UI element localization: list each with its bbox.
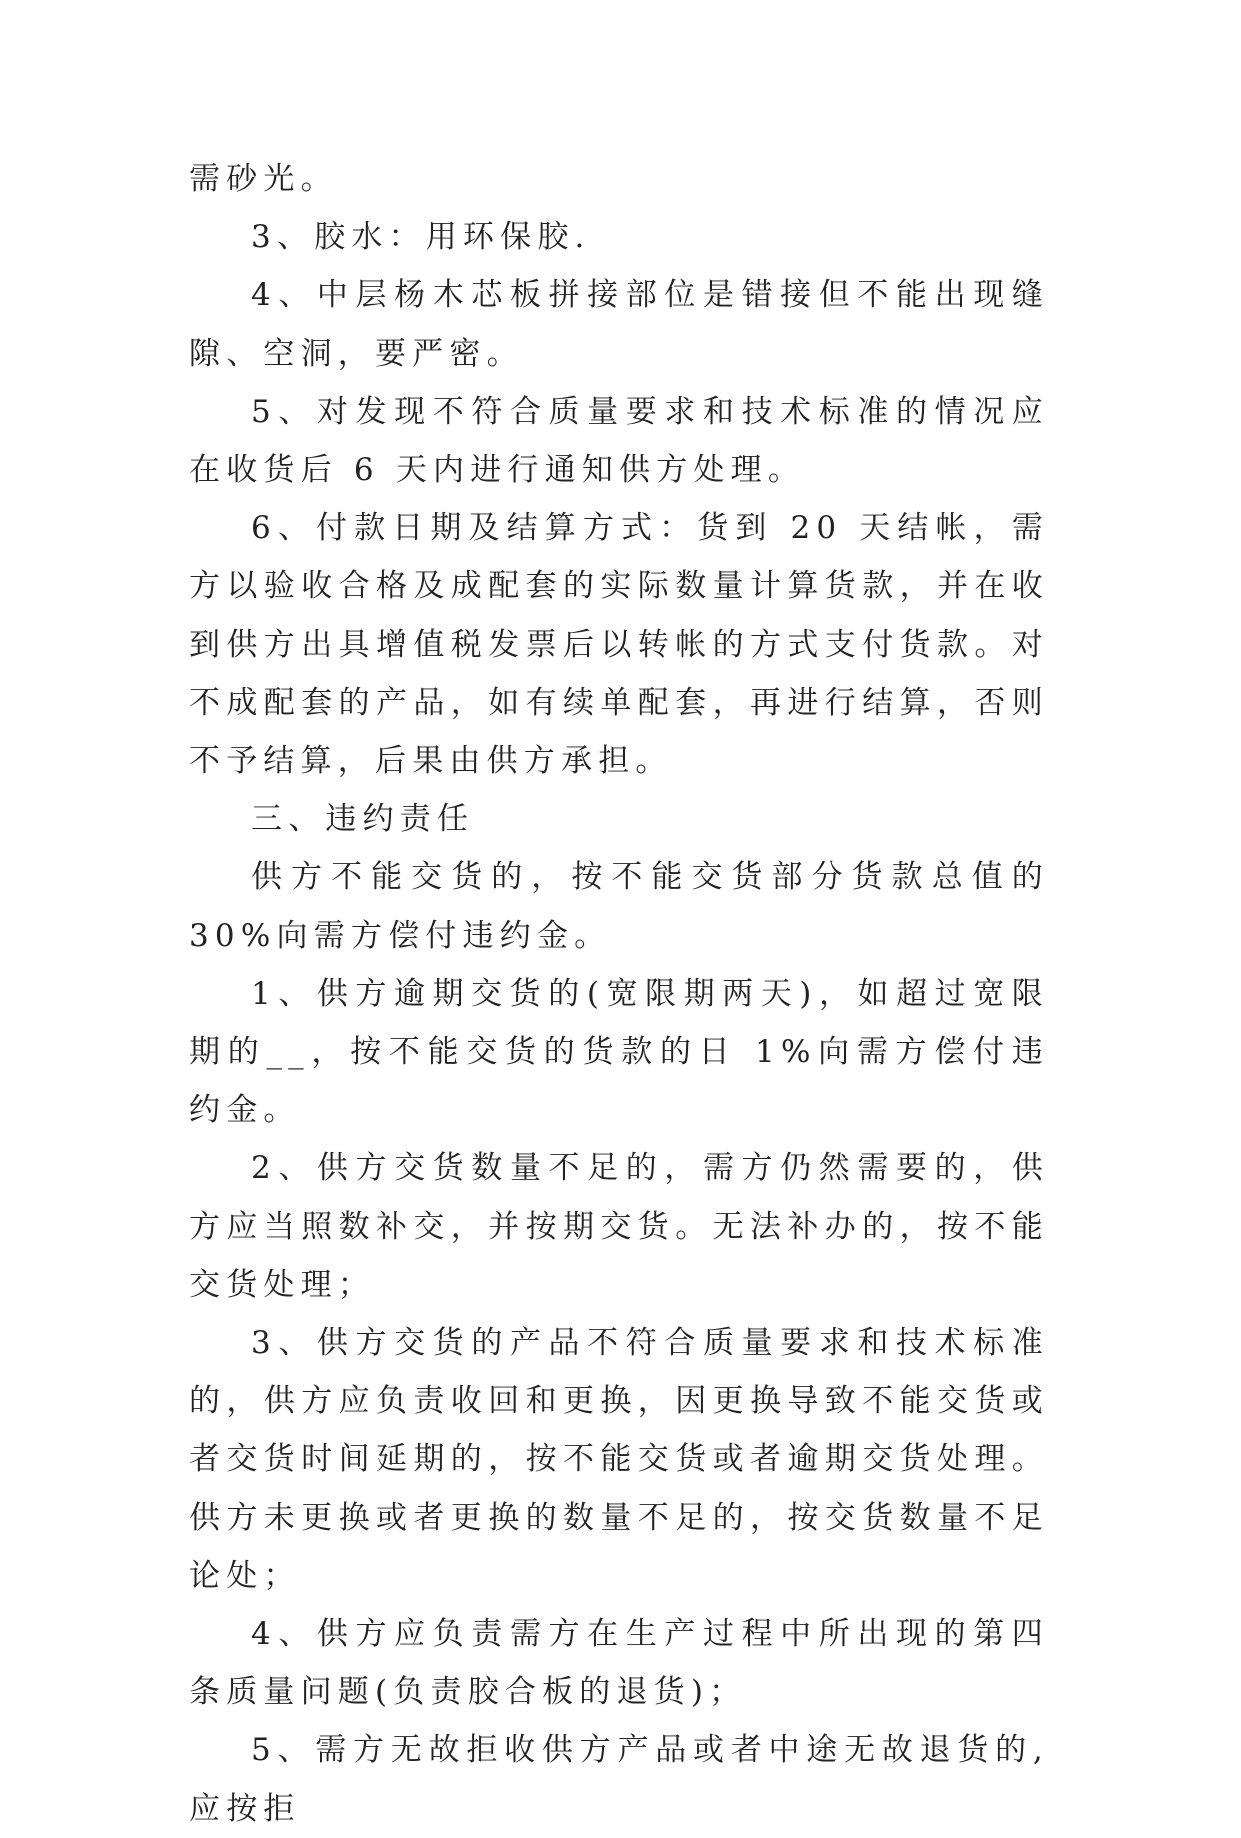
section-heading-liability: 三、违约责任 — [251, 801, 475, 838]
clause-6-payment: 6、付款日期及结算方式：货到 20 天结帐，需方以验收合格及成配套的实际数量计算货款，并在收到供方出具增值税发票后以转帐的方式支付货款。对不成配套的产品，如有续单配套，再进行结算，否则不予结算，后果由供方承担。 — [189, 510, 1049, 780]
paragraph-non-delivery: 供方不能交货的，按不能交货部分货款总值的 30%向需方偿付违约金。 — [189, 859, 1066, 954]
paragraph-sanding: 需砂光。 — [189, 161, 338, 197]
document-page — [189, 150, 1066, 1838]
liability-item-4: 4、供方应负责需方在生产过程中所出现的第四条质量问题(负责胶合板的退货)； — [189, 1616, 1049, 1711]
clause-3-glue: 3、胶水：用环保胶. — [251, 219, 591, 256]
liability-item-2: 2、供方交货数量不足的，需方仍然需要的，供方应当照数补交，并按期交货。无法补办的，按不能交货处理； — [189, 1150, 1049, 1303]
clause-4-core-board: 4、中层杨木芯板拼接部位是错接但不能出现缝隙、空洞，要严密。 — [189, 277, 1049, 372]
clause-5-quality-notice: 5、对发现不符合质量要求和技术标准的情况应在收货后 6 天内进行通知供方处理。 — [189, 393, 1049, 489]
liability-item-3: 3、供方交货的产品不符合质量要求和技术标准的，供方应负责收回和更换，因更换导致不能交货或者交货时间延期的，按不能交货或者逾期交货处理。供方未更换或者更换的数量不足的，按交货数量不足论处； — [189, 1325, 1049, 1594]
liability-item-5: 5、需方无故拒收供方产品或者中途无故退货的,应按拒 — [189, 1732, 1049, 1827]
liability-item-1: 1、供方逾期交货的(宽限期两天)，如超过宽限期的__，按不能交货的货款的日 1%向需方偿付违约金。 — [189, 975, 1049, 1129]
